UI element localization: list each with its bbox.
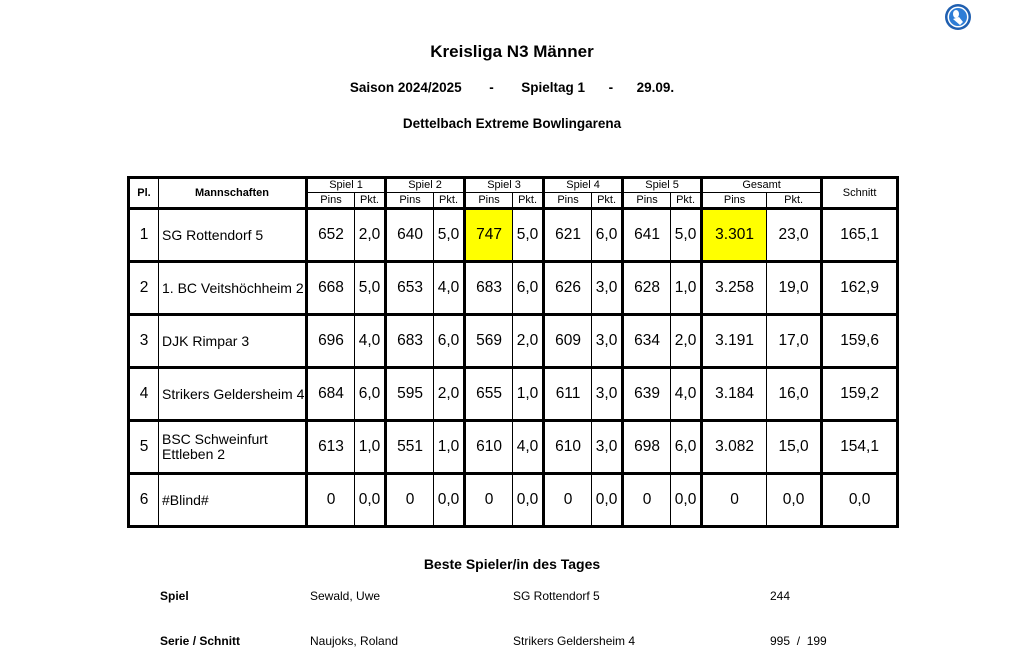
sub-header-pins: Pins	[386, 193, 434, 209]
sub-header-pins: Pins	[544, 193, 592, 209]
game-points: 5,0	[671, 209, 702, 262]
sub-header-pkt: Pkt.	[671, 193, 702, 209]
team-name: #Blind#	[159, 474, 307, 527]
game-points: 2,0	[434, 368, 465, 421]
best-value: 995 / 199	[770, 634, 827, 648]
best-team: Strikers Geldersheim 4	[513, 634, 636, 648]
total-pins: 3.082	[702, 421, 767, 474]
game-points: 3,0	[592, 315, 623, 368]
col-header-game: Spiel 1	[307, 178, 386, 193]
game-pins: 696	[307, 315, 355, 368]
game-points: 4,0	[355, 315, 386, 368]
sub-header-pins: Pins	[702, 193, 767, 209]
sub-header-pins: Pins	[465, 193, 513, 209]
game-points: 0,0	[592, 474, 623, 527]
game-pins: 613	[307, 421, 355, 474]
game-pins: 0	[386, 474, 434, 527]
table-row	[129, 474, 898, 527]
game-points: 2,0	[355, 209, 386, 262]
col-header-avg: Schnitt	[822, 178, 898, 209]
game-pins: 0	[307, 474, 355, 527]
game-pins: 641	[623, 209, 671, 262]
match-date: 29.09.	[636, 80, 675, 95]
venue: Dettelbach Extreme Bowlingarena	[402, 116, 622, 131]
game-pins: 569	[465, 315, 513, 368]
separator: -	[489, 80, 494, 95]
total-pins-highlighted: 3.301	[702, 209, 767, 262]
table-row	[129, 262, 898, 315]
game-points: 5,0	[513, 209, 544, 262]
game-pins: 668	[307, 262, 355, 315]
game-pins: 621	[544, 209, 592, 262]
sub-header-pkt: Pkt.	[434, 193, 465, 209]
average: 154,1	[822, 421, 898, 474]
game-pins: 611	[544, 368, 592, 421]
col-header-game: Spiel 2	[386, 178, 465, 193]
sub-header-pkt: Pkt.	[592, 193, 623, 209]
game-pins: 0	[544, 474, 592, 527]
matchday: Spieltag 1	[521, 80, 586, 95]
table-row	[129, 209, 898, 262]
rank: 2	[129, 262, 159, 315]
game-points: 6,0	[513, 262, 544, 315]
game-pins: 551	[386, 421, 434, 474]
total-points: 23,0	[767, 209, 822, 262]
game-pins: 698	[623, 421, 671, 474]
game-pins: 610	[544, 421, 592, 474]
game-points: 3,0	[592, 262, 623, 315]
game-points: 6,0	[592, 209, 623, 262]
team-name: BSC Schweinfurt Ettleben 2	[159, 421, 307, 474]
sub-header-pkt: Pkt.	[355, 193, 386, 209]
game-pins: 0	[465, 474, 513, 527]
game-points: 4,0	[434, 262, 465, 315]
game-pins: 655	[465, 368, 513, 421]
average: 162,9	[822, 262, 898, 315]
best-team: SG Rottendorf 5	[513, 589, 600, 603]
team-name: DJK Rimpar 3	[159, 315, 307, 368]
game-pins: 609	[544, 315, 592, 368]
team-name: Strikers Geldersheim 4	[159, 368, 307, 421]
game-points: 0,0	[513, 474, 544, 527]
best-row-series	[0, 634, 1024, 650]
game-pins: 634	[623, 315, 671, 368]
col-header-pl: Pl.	[129, 178, 159, 209]
col-header-team: Mannschaften	[159, 178, 307, 209]
average: 165,1	[822, 209, 898, 262]
rank: 4	[129, 368, 159, 421]
total-points: 0,0	[767, 474, 822, 527]
bowling-logo-icon	[944, 3, 972, 31]
game-points: 1,0	[355, 421, 386, 474]
best-players-title: Beste Spieler/in des Tages	[423, 556, 601, 572]
game-points: 2,0	[671, 315, 702, 368]
game-pins: 639	[623, 368, 671, 421]
game-points: 3,0	[592, 421, 623, 474]
game-points: 4,0	[671, 368, 702, 421]
table-row	[129, 315, 898, 368]
game-pins: 626	[544, 262, 592, 315]
game-points: 6,0	[671, 421, 702, 474]
game-pins: 684	[307, 368, 355, 421]
sub-header-pins: Pins	[623, 193, 671, 209]
game-pins: 652	[307, 209, 355, 262]
col-header-game: Spiel 4	[544, 178, 623, 193]
total-points: 16,0	[767, 368, 822, 421]
total-points: 17,0	[767, 315, 822, 368]
season-line	[0, 80, 1024, 95]
game-points: 0,0	[355, 474, 386, 527]
game-points: 0,0	[434, 474, 465, 527]
sub-header-pins: Pins	[307, 193, 355, 209]
game-pins: 610	[465, 421, 513, 474]
game-points: 2,0	[513, 315, 544, 368]
total-points: 19,0	[767, 262, 822, 315]
rank: 3	[129, 315, 159, 368]
game-points: 5,0	[434, 209, 465, 262]
sub-header-pkt: Pkt.	[767, 193, 822, 209]
game-pins: 628	[623, 262, 671, 315]
separator: -	[608, 80, 614, 95]
col-header-game: Spiel 3	[465, 178, 544, 193]
table-row	[129, 368, 898, 421]
game-points: 3,0	[592, 368, 623, 421]
sub-header-pkt: Pkt.	[513, 193, 544, 209]
average: 159,6	[822, 315, 898, 368]
page-title: Kreisliga N3 Männer	[430, 42, 594, 61]
best-value: 244	[770, 589, 791, 603]
game-pins: 683	[465, 262, 513, 315]
game-pins: 595	[386, 368, 434, 421]
season: Saison 2024/2025	[349, 80, 462, 95]
game-pins: 653	[386, 262, 434, 315]
game-points: 4,0	[513, 421, 544, 474]
game-points: 6,0	[355, 368, 386, 421]
table-row	[129, 421, 898, 474]
rank: 5	[129, 421, 159, 474]
best-label: Spiel	[160, 589, 189, 603]
game-points: 6,0	[434, 315, 465, 368]
team-name: SG Rottendorf 5	[159, 209, 307, 262]
rank: 1	[129, 209, 159, 262]
team-name: 1. BC Veitshöchheim 2	[159, 262, 307, 315]
total-pins: 3.184	[702, 368, 767, 421]
col-header-total: Gesamt	[702, 178, 822, 193]
total-points: 15,0	[767, 421, 822, 474]
game-pins: 640	[386, 209, 434, 262]
best-player: Sewald, Uwe	[310, 589, 381, 603]
standings-table	[127, 176, 899, 528]
game-points: 1,0	[434, 421, 465, 474]
average: 0,0	[822, 474, 898, 527]
average: 159,2	[822, 368, 898, 421]
game-points: 1,0	[513, 368, 544, 421]
game-pins: 0	[623, 474, 671, 527]
game-points: 0,0	[671, 474, 702, 527]
game-pins-highlighted: 747	[465, 209, 513, 262]
col-header-game: Spiel 5	[623, 178, 702, 193]
game-points: 1,0	[671, 262, 702, 315]
rank: 6	[129, 474, 159, 527]
game-pins: 683	[386, 315, 434, 368]
best-label: Serie / Schnitt	[160, 634, 241, 648]
total-pins: 0	[702, 474, 767, 527]
game-points: 5,0	[355, 262, 386, 315]
total-pins: 3.258	[702, 262, 767, 315]
total-pins: 3.191	[702, 315, 767, 368]
best-player: Naujoks, Roland	[310, 634, 399, 648]
best-row-game	[0, 589, 1024, 605]
